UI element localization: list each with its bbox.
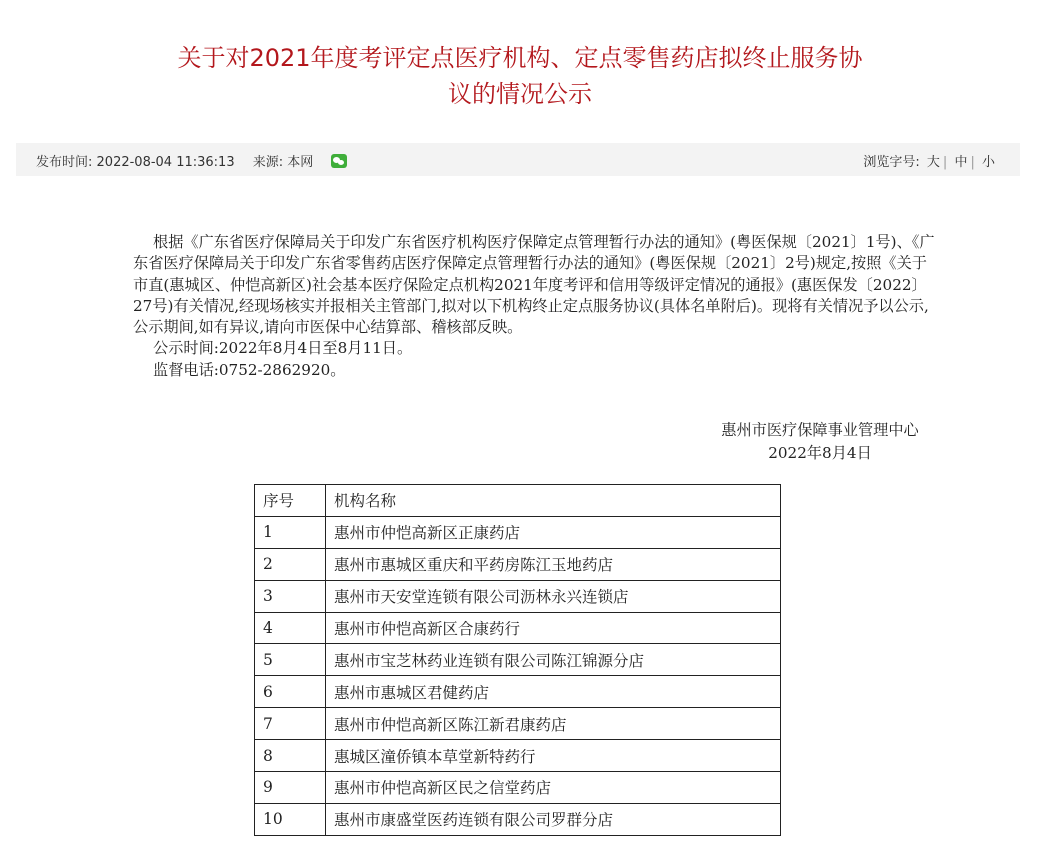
table-row xyxy=(255,612,781,644)
row-name: 惠州市仲恺高新区合康药行 xyxy=(326,612,781,644)
institution-table xyxy=(254,484,781,836)
row-name: 惠州市宝芝林药业连锁有限公司陈江锦源分店 xyxy=(326,644,781,676)
font-size-label: 浏览字号: xyxy=(863,155,920,170)
row-index: 10 xyxy=(255,803,326,835)
source-label: 来源: xyxy=(252,155,284,170)
table-row xyxy=(255,548,781,580)
source-value: 本网 xyxy=(287,155,314,170)
row-name: 惠城区潼侨镇本草堂新特药行 xyxy=(326,740,781,772)
row-name: 惠州市天安堂连锁有限公司沥林永兴连锁店 xyxy=(326,580,781,612)
row-name: 惠州市惠城区君健药店 xyxy=(326,676,781,708)
header-name: 机构名称 xyxy=(326,485,781,517)
meta-info xyxy=(36,151,361,170)
period-line: 公示时间:2022年8月4日至8月11日。 xyxy=(153,339,413,358)
title-line-2: 议的情况公示 xyxy=(448,80,592,108)
wechat-icon[interactable] xyxy=(331,154,347,168)
font-size-control: 浏览字号: 大 | 中 | 小 xyxy=(863,151,998,170)
title-line-1: 关于对2021年度考评定点医疗机构、定点零售药店拟终止服务协 xyxy=(177,44,863,72)
source xyxy=(253,155,314,170)
row-index: 7 xyxy=(255,708,326,740)
row-index: 3 xyxy=(255,580,326,612)
table-row xyxy=(255,708,781,740)
row-name: 惠州市惠城区重庆和平药房陈江玉地药店 xyxy=(326,548,781,580)
signature xyxy=(700,419,940,465)
font-size-medium-button[interactable]: 中 xyxy=(954,155,968,170)
font-size-small-button[interactable]: 小 xyxy=(981,155,995,170)
page-title xyxy=(120,40,920,112)
publish-time xyxy=(36,155,235,170)
table-row xyxy=(255,580,781,612)
table-row xyxy=(255,803,781,835)
meta-bar xyxy=(16,143,1020,176)
row-index: 5 xyxy=(255,644,326,676)
table-header-row xyxy=(255,485,781,517)
row-name: 惠州市康盛堂医药连锁有限公司罗群分店 xyxy=(326,803,781,835)
publish-label: 发布时间: xyxy=(36,155,93,170)
table-row xyxy=(255,740,781,772)
signature-date: 2022年8月4日 xyxy=(768,444,872,462)
signature-org: 惠州市医疗保障事业管理中心 xyxy=(721,421,919,439)
row-index: 1 xyxy=(255,516,326,548)
table-row xyxy=(255,676,781,708)
row-name: 惠州市仲恺高新区陈江新君康药店 xyxy=(326,708,781,740)
row-name: 惠州市仲恺高新区民之信堂药店 xyxy=(326,772,781,804)
phone-line: 监督电话:0752-2862920。 xyxy=(153,360,346,379)
table-row xyxy=(255,516,781,548)
row-index: 4 xyxy=(255,612,326,644)
row-index: 8 xyxy=(255,740,326,772)
body-paragraph: 根据《广东省医疗保障局关于印发广东省医疗机构医疗保障定点管理暂行办法的通知》(粤医保规〔2021〕1号)、《广东省医疗保障局关于印发广东省零售药店医疗保障定点管理暂行办法的通知》(粤医保规〔2021〕2号)规定,按照《关于市直(惠城区、仲恺高新区)社会基本医疗保险定点机构2021年度考评和信用等级评定情况的通报》(惠医保发〔2022〕27号)有关情况,经现场核实并报相关主管部门,拟对以下机构终止定点服务协议(具体名单附后)。现将有关情况予以公示,公示期间,如有异议,请向市医保中心结算部、稽核部反映。 xyxy=(133,233,935,337)
table-row xyxy=(255,772,781,804)
row-name: 惠州市仲恺高新区正康药店 xyxy=(326,516,781,548)
row-index: 9 xyxy=(255,772,326,804)
header-index: 序号 xyxy=(255,485,326,517)
table-row xyxy=(255,644,781,676)
row-index: 2 xyxy=(255,548,326,580)
row-index: 6 xyxy=(255,676,326,708)
article-body xyxy=(133,232,941,381)
font-size-large-button[interactable]: 大 xyxy=(926,155,940,170)
publish-value: 2022-08-04 11:36:13 xyxy=(96,155,235,170)
